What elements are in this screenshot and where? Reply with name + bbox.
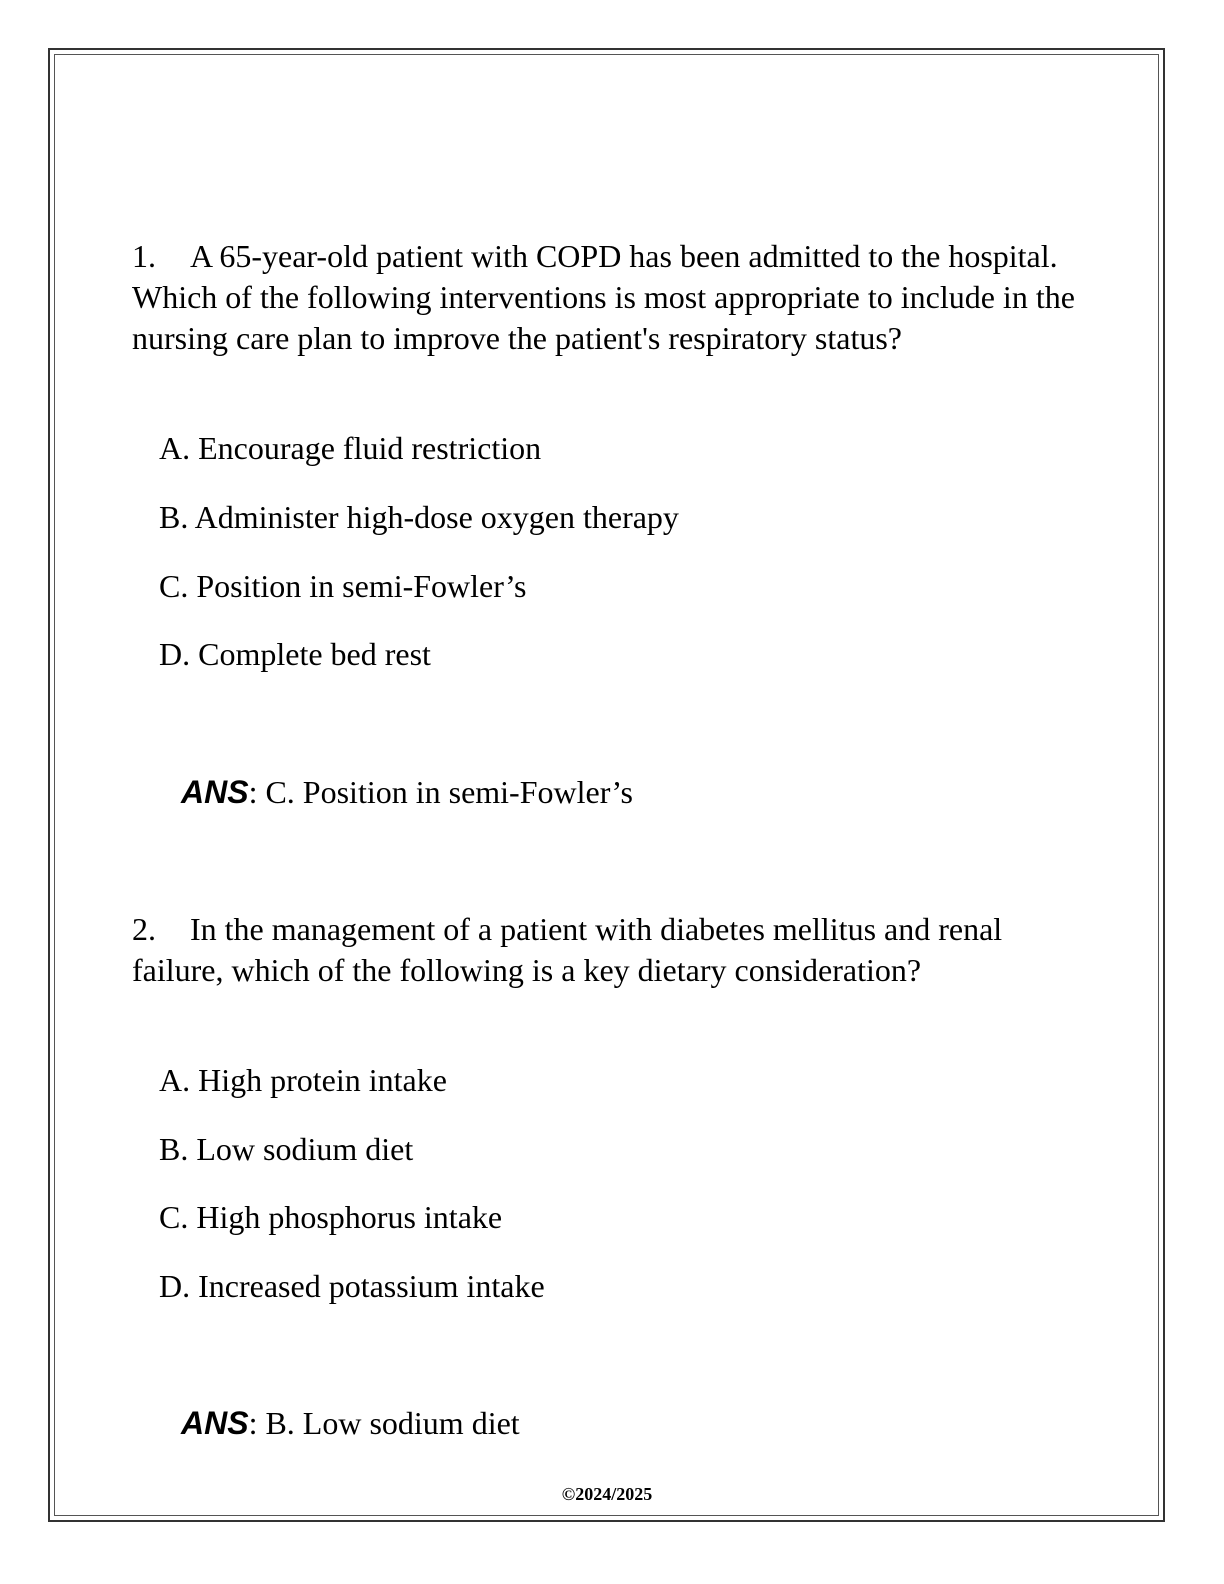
question-2-stem	[132, 909, 1092, 991]
question-1-answer	[181, 772, 633, 813]
question-2-answer-text: : B. Low sodium diet	[248, 1405, 520, 1441]
question-2-number: 2.	[132, 911, 156, 947]
question-2-option-b: B. Low sodium diet	[159, 1131, 414, 1167]
question-2-answer-label: ANS	[181, 1405, 249, 1441]
question-1-option-c: C. Position in semi-Fowler’s	[159, 568, 527, 604]
question-1-option-a: A. Encourage fluid restriction	[159, 430, 542, 466]
question-2-answer	[181, 1403, 520, 1444]
question-2-option-c: C. High phosphorus intake	[159, 1199, 503, 1235]
question-1-option-b: B. Administer high-dose oxygen therapy	[159, 499, 679, 535]
question-1-stem	[132, 236, 1092, 359]
question-2-option-a: A. High protein intake	[159, 1062, 447, 1098]
question-1-answer-text: : C. Position in semi-Fowler’s	[248, 774, 633, 810]
question-2-text: In the management of a patient with diabetes mellitus and renal failure, which of the following is a key dietary consideration?	[132, 911, 1003, 988]
question-1-text: A 65-year-old patient with COPD has been admitted to the hospital. Which of the following interventions is most appropriate to include in the nursing care plan to improve the patient's respiratory status?	[132, 238, 1075, 356]
copyright-footer: ©2024/2025	[561, 1484, 653, 1504]
question-1-answer-label: ANS	[181, 774, 249, 810]
question-2-option-d: D. Increased potassium intake	[159, 1268, 545, 1304]
question-1-number: 1.	[132, 238, 156, 274]
question-1-option-d: D. Complete bed rest	[159, 636, 431, 672]
